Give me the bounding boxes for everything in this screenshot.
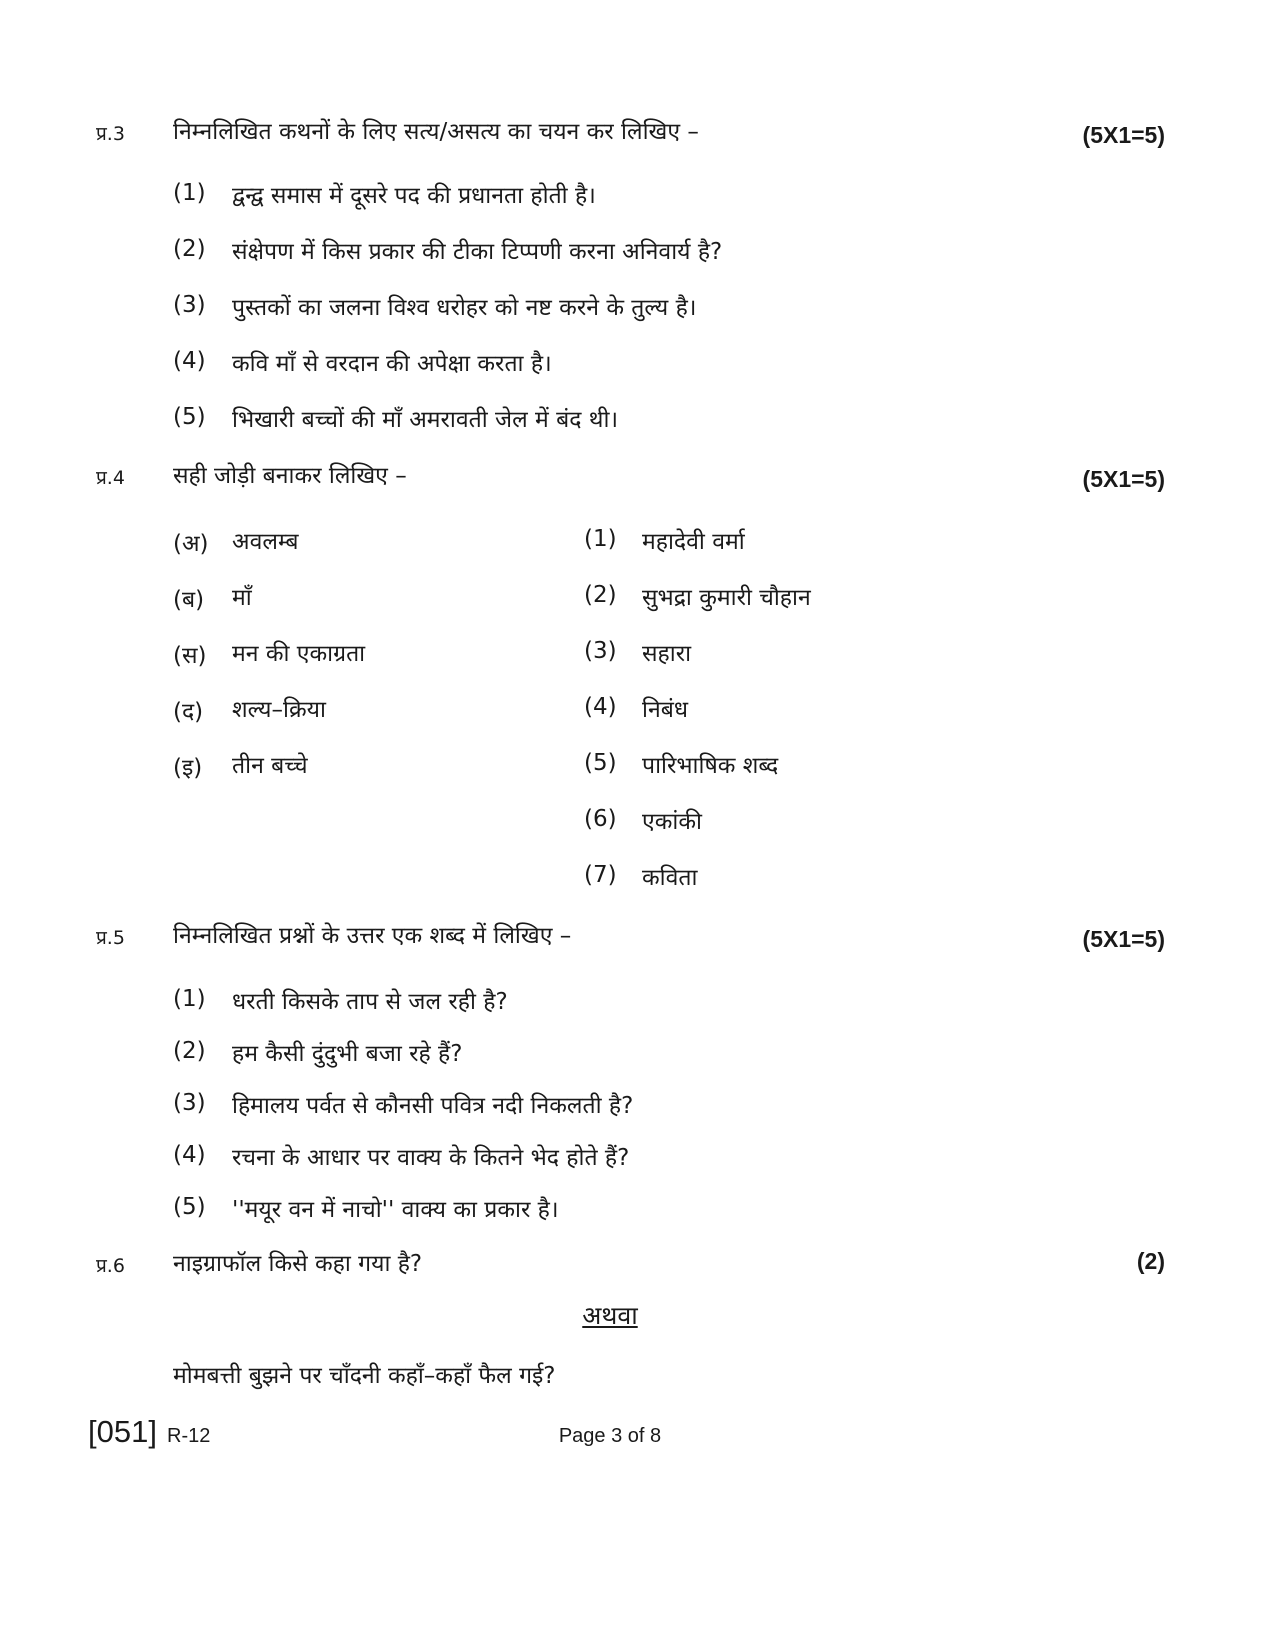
item-text: पुस्तकों का जलना विश्व धरोहर को नष्ट करने के तुल्य है।: [232, 295, 697, 321]
match-left-text: शल्य–क्रिया: [232, 697, 326, 723]
item-text: धरती किसके ताप से जल रही है?: [232, 989, 508, 1015]
item-number: (2): [173, 1038, 206, 1064]
item-text: संक्षेपण में किस प्रकार की टीका टिप्पणी करना अनिवार्य है?: [232, 239, 723, 265]
match-right-number: (1): [584, 526, 617, 552]
match-right-text: कविता: [642, 865, 698, 891]
question-text: सही जोड़ी बनाकर लिखिए –: [173, 463, 407, 489]
or-separator: अथवा: [582, 1301, 638, 1330]
question-text: नाइग्राफॉल किसे कहा गया है?: [173, 1251, 423, 1277]
item-text: भिखारी बच्चों की माँ अमरावती जेल में बंद थी।: [232, 407, 619, 433]
match-right-number: (6): [584, 806, 617, 832]
page-number: Page 3 of 8: [558, 1425, 662, 1447]
match-left-number: (द): [173, 699, 204, 725]
match-right-number: (2): [584, 582, 617, 608]
match-left-text: मन की एकाग्रता: [232, 641, 366, 667]
question-number: प्र.4: [96, 467, 125, 489]
match-right-text: निबंध: [642, 697, 688, 723]
match-left-number: (अ): [173, 531, 209, 557]
marks-label: (2): [1136, 1248, 1165, 1274]
question-number: प्र.3: [96, 123, 125, 145]
series-code: R-12: [167, 1425, 211, 1447]
question-text: निम्नलिखित प्रश्नों के उत्तर एक शब्द में लिखिए –: [173, 923, 572, 949]
item-number: (1): [173, 180, 206, 206]
item-text: द्वन्द्व समास में दूसरे पद की प्रधानता होती है।: [232, 183, 596, 209]
paper-code: [051]: [88, 1414, 157, 1449]
item-number: (2): [173, 236, 206, 262]
item-number: (4): [173, 348, 206, 374]
item-text: हिमालय पर्वत से कौनसी पवित्र नदी निकलती है?: [232, 1093, 634, 1119]
question-number: प्र.6: [96, 1255, 125, 1277]
item-number: (4): [173, 1142, 206, 1168]
question-text: निम्नलिखित कथनों के लिए सत्य/असत्य का चयन कर लिखिए –: [173, 119, 699, 145]
marks-label: (5X1=5): [1082, 122, 1165, 148]
match-left-text: माँ: [232, 585, 252, 611]
item-text: रचना के आधार पर वाक्य के कितने भेद होते हैं?: [232, 1145, 630, 1171]
match-right-text: महादेवी वर्मा: [642, 529, 745, 555]
item-number: (3): [173, 1090, 206, 1116]
match-right-number: (5): [584, 750, 617, 776]
item-number: (5): [173, 404, 206, 430]
match-right-text: एकांकी: [642, 809, 702, 835]
match-left-text: तीन बच्चे: [232, 753, 308, 779]
item-text: ''मयूर वन में नाचो'' वाक्य का प्रकार है।: [232, 1197, 559, 1223]
alternate-question-text: मोमबत्ती बुझने पर चाँदनी कहाँ–कहाँ फैल गई?: [173, 1363, 556, 1389]
item-number: (5): [173, 1194, 206, 1220]
marks-label: (5X1=5): [1082, 926, 1165, 952]
match-left-text: अवलम्ब: [232, 529, 299, 555]
match-right-text: सुभद्रा कुमारी चौहान: [642, 585, 811, 611]
match-left-number: (स): [173, 643, 207, 669]
match-left-number: (ब): [173, 587, 205, 613]
marks-label: (5X1=5): [1082, 466, 1165, 492]
item-number: (1): [173, 986, 206, 1012]
question-number: प्र.5: [96, 927, 125, 949]
match-left-number: (इ): [173, 755, 203, 781]
item-text: हम कैसी दुंदुभी बजा रहे हैं?: [232, 1041, 463, 1067]
match-right-text: सहारा: [642, 641, 692, 667]
match-right-number: (4): [584, 694, 617, 720]
item-text: कवि माँ से वरदान की अपेक्षा करता है।: [232, 351, 552, 377]
match-right-number: (3): [584, 638, 617, 664]
item-number: (3): [173, 292, 206, 318]
match-right-text: पारिभाषिक शब्द: [642, 753, 779, 779]
match-right-number: (7): [584, 862, 617, 888]
